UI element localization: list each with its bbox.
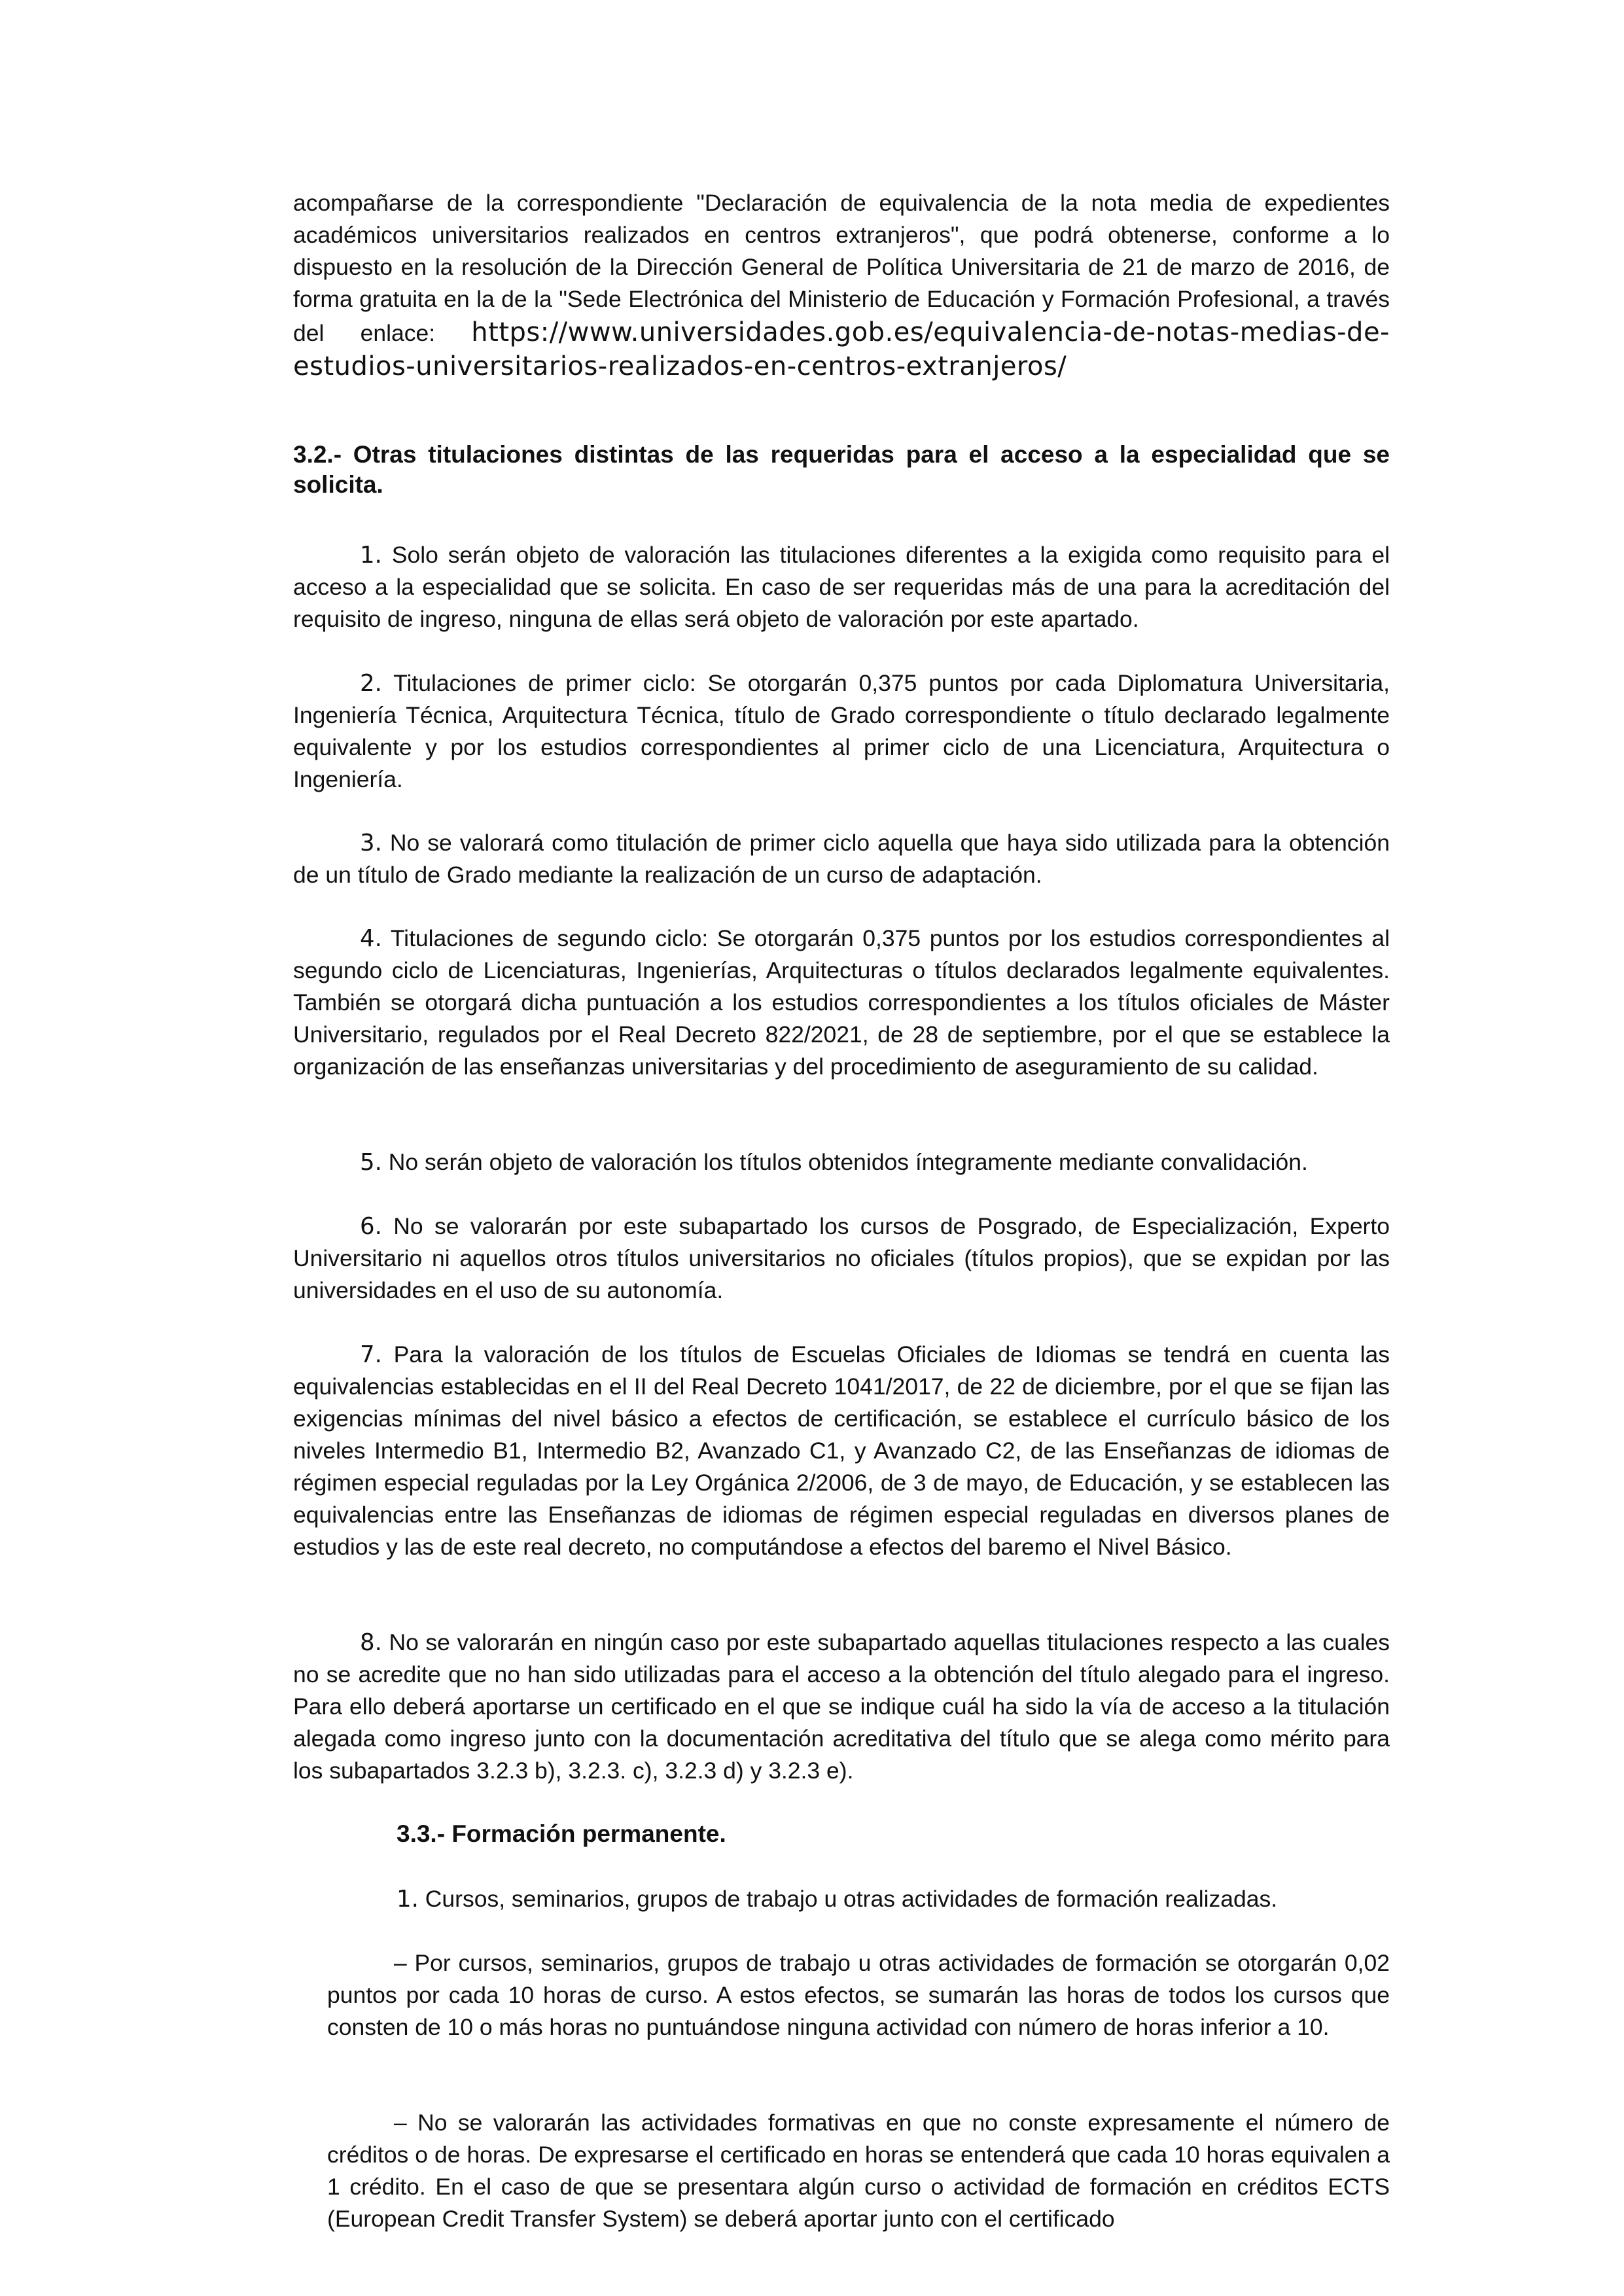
item-text: Solo serán objeto de valoración las titulaciones diferentes a la exigida como requisito para el acceso a la especialidad que se solicita. En caso de ser requeridas más de una para la acreditación del requisito de ingreso, ninguna de ellas será objeto de valoración por este apartado.	[293, 542, 1390, 632]
item-text: No se valorarán en ningún caso por este subapartado aquellas titulaciones respecto a las cuales no se acredite que no han sido utilizadas para el acceso a la obtención del título alegado para el ingreso. Para ello deberá aportarse un certificado en el que se indique cuál ha sido la vía de acceso a la titulación alegada como ingreso junto con la documentación acreditativa del título que se alega como mérito para los subapartados 3.2.3 b), 3.2.3. c), 3.2.3 d) y 3.2.3 e).	[293, 1629, 1390, 1784]
item-text: No se valorará como titulación de primer ciclo aquella que haya sido utilizada para la obtención de un título de Grado mediante la realización de un curso de adaptación.	[293, 830, 1390, 888]
item-3-2-8	[293, 1627, 1390, 1787]
equivalence-link[interactable]: https://www.universidades.gob.es/equivalencia-de-notas-medias-de-estudios-universitarios-realizados-en-centros-extranjeros/	[293, 317, 1390, 381]
item-text: Cursos, seminarios, grupos de trabajo u otras actividades de formación realizadas.	[425, 1886, 1278, 1912]
dash-marker: –	[394, 1950, 407, 1976]
item-text: Para la valoración de los títulos de Escuelas Oficiales de Idiomas se tendrá en cuenta las equivalencias establecidas en el II del Real Decreto 1041/2017, de 22 de diciembre, por el que se fijan las exigencias mínimas del nivel básico a efectos de certificación, se establece el currículo básico de los niveles Intermedio B1, Intermedio B2, Avanzado C1, y Avanzado C2, de las Enseñanzas de idiomas de régimen especial reguladas por la Ley Orgánica 2/2006, de 3 de mayo, de Educación, y se establecen las equivalencias entre las Enseñanzas de idiomas de régimen especial reguladas en diversos planes de estudios y las de este real decreto, no computándose a efectos del baremo el Nivel Básico.	[293, 1341, 1390, 1560]
item-3-2-1	[293, 539, 1390, 635]
item-number: 7.	[360, 1341, 382, 1368]
item-3-2-7	[293, 1339, 1390, 1563]
item-3-2-3	[293, 827, 1390, 891]
item-text: Titulaciones de primer ciclo: Se otorgarán 0,375 puntos por cada Diplomatura Universitaria, Ingeniería Técnica, Arquitectura Técnica, título de Grado correspondiente o título declarado legalmente equivalente y por los estudios correspondientes al primer ciclo de una Licenciatura, Arquitectura o Ingeniería.	[293, 670, 1390, 792]
item-number: 8.	[360, 1629, 382, 1656]
item-text: No serán objeto de valoración los títulos obtenidos íntegramente mediante convalidación.	[388, 1149, 1308, 1175]
item-3-2-5	[293, 1146, 1390, 1178]
item-number: 1.	[360, 542, 382, 569]
bullet-3-3-2	[327, 2107, 1390, 2235]
item-text: Titulaciones de segundo ciclo: Se otorgarán 0,375 puntos por los estudios correspondientes al segundo ciclo de Licenciaturas, Ingenierías, Arquitecturas o títulos declarados legalmente equivalentes. También se otorgará dicha puntuación a los estudios correspondientes a los títulos oficiales de Máster Universitario, regulados por el Real Decreto 822/2021, de 28 de septiembre, por el que se establece la organización de las enseñanzas universitarias y del procedimiento de aseguramiento de su calidad.	[293, 925, 1390, 1080]
item-3-2-2	[293, 667, 1390, 796]
dash-marker: –	[394, 2110, 407, 2136]
item-number: 6.	[360, 1213, 382, 1240]
item-number: 2.	[360, 670, 382, 697]
bullet-3-3-1	[327, 1947, 1390, 2043]
item-3-2-4	[293, 923, 1390, 1083]
intro-text: acompañarse de la correspondiente "Declaración de equivalencia de la nota media de expedientes académicos universitarios realizados en centros extranjeros", que podrá obtenerse, conforme a lo dispuesto en la resolución de la Dirección General de Política Universitaria de 21 de marzo de 2016, de forma gratuita en la de la "Sede Electrónica del Ministerio de Educación y Formación Profesional, a través del enlace:	[293, 190, 1390, 346]
item-number: 1.	[397, 1886, 419, 1913]
item-number: 4.	[360, 925, 382, 952]
item-3-2-6	[293, 1210, 1390, 1307]
section-3-2-heading: 3.2.- Otras titulaciones distintas de las requeridas para el acceso a la especialidad que se solicita.	[293, 441, 1390, 498]
section-3-3-heading: 3.3.- Formación permanente.	[397, 1820, 726, 1847]
item-3-3-1	[397, 1883, 1390, 1915]
item-number: 3.	[360, 830, 382, 857]
item-number: 5.	[360, 1149, 382, 1176]
item-text: No se valorarán por este subapartado los cursos de Posgrado, de Especialización, Experto Universitario ni aquellos otros títulos universitarios no oficiales (títulos propios), que se expidan por las universidades en el uso de su autonomía.	[293, 1213, 1390, 1303]
intro-paragraph	[293, 187, 1390, 383]
bullet-text: Por cursos, seminarios, grupos de trabajo u otras actividades de formación se otorgarán 0,02 puntos por cada 10 horas de curso. A estos efectos, se sumarán las horas de todos los cursos que consten de 10 o más horas no puntuándose ninguna actividad con número de horas inferior a 10.	[327, 1950, 1390, 2040]
bullet-text: No se valorarán las actividades formativas en que no conste expresamente el número de créditos o de horas. De expresarse el certificado en horas se entenderá que cada 10 horas equivalen a 1 crédito. En el caso de que se presentara algún curso o actividad de formación en créditos ECTS (European Credit Transfer System) se deberá aportar junto con el certificado	[327, 2110, 1390, 2232]
